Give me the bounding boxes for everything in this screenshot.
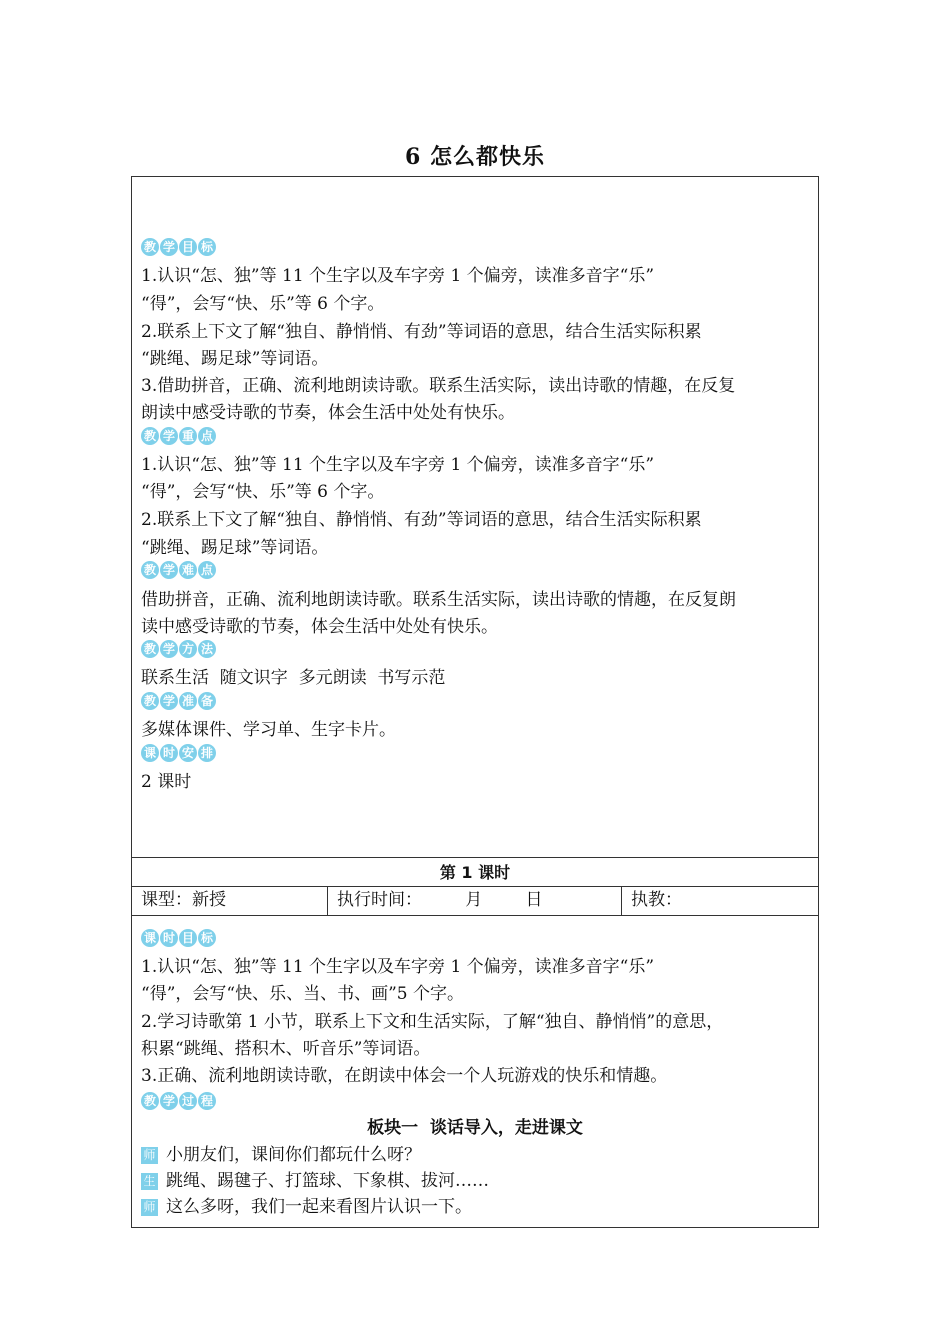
badge-char: 教 bbox=[141, 640, 159, 658]
badge-char: 准 bbox=[179, 692, 197, 710]
badge-char: 安 bbox=[179, 744, 197, 762]
badge-char: 标 bbox=[198, 929, 216, 947]
badge-char: 学 bbox=[160, 561, 178, 579]
badge-char: 过 bbox=[179, 1092, 197, 1110]
dialogue-text: 小朋友们，课间你们都玩什么呀？ bbox=[166, 1145, 421, 1165]
key-point-line: 1.认识“怎、独”等 11 个生字以及车字旁 1 个偏旁，读准多音字“乐” bbox=[141, 455, 655, 475]
execution-time: 执行时间： 月 日 bbox=[337, 890, 543, 910]
lesson-goal-line: “得”，会写“快、乐、当、书、画”5 个字。 bbox=[141, 984, 464, 1004]
difficulty-line: 读中感受诗歌的节奏，体会生活中处处有快乐。 bbox=[141, 617, 498, 637]
badge-char: 点 bbox=[198, 427, 216, 445]
lesson-goals-badge bbox=[141, 929, 216, 949]
badge-char: 时 bbox=[160, 744, 178, 762]
objective-line: “得”，会写“快、乐”等 6 个字。 bbox=[141, 294, 385, 314]
badge-char: 学 bbox=[160, 1092, 178, 1110]
badge-char: 教 bbox=[141, 561, 159, 579]
schedule-badge bbox=[141, 744, 216, 764]
objective-line: 1.认识“怎、独”等 11 个生字以及车字旁 1 个偏旁，读准多音字“乐” bbox=[141, 266, 655, 286]
badge-char: 重 bbox=[179, 427, 197, 445]
preparation-text: 多媒体课件、学习单、生字卡片。 bbox=[141, 720, 396, 740]
badge-char: 目 bbox=[179, 929, 197, 947]
badge-char: 程 bbox=[198, 1092, 216, 1110]
badge-char: 教 bbox=[141, 692, 159, 710]
objective-line: “跳绳、踢足球”等词语。 bbox=[141, 349, 329, 369]
badge-char: 课 bbox=[141, 929, 159, 947]
lesson-goal-line: 积累“跳绳、搭积木、听音乐”等词语。 bbox=[141, 1039, 431, 1059]
badge-char: 标 bbox=[198, 238, 216, 256]
preparation-badge bbox=[141, 692, 216, 712]
badge-char: 教 bbox=[141, 427, 159, 445]
objective-line: 2.联系上下文了解“独自、静悄悄、有劲”等词语的意思，结合生活实际积累 bbox=[141, 322, 702, 342]
student-role-tag: 生 bbox=[141, 1173, 158, 1190]
row-divider bbox=[132, 857, 818, 858]
badge-char: 目 bbox=[179, 238, 197, 256]
objective-line: 3.借助拼音，正确、流利地朗读诗歌。联系生活实际，读出诗歌的情趣，在反复 bbox=[141, 376, 736, 396]
dialogue-line bbox=[141, 1194, 472, 1220]
process-badge bbox=[141, 1092, 216, 1112]
teacher-role-tag: 师 bbox=[141, 1199, 158, 1216]
badge-char: 学 bbox=[160, 640, 178, 658]
cell-divider bbox=[327, 886, 328, 915]
key-points-badge bbox=[141, 427, 216, 447]
methods-text: 联系生活 随文识字 多元朗读 书写示范 bbox=[141, 668, 446, 688]
badge-char: 学 bbox=[160, 692, 178, 710]
badge-char: 点 bbox=[198, 561, 216, 579]
badge-char: 备 bbox=[198, 692, 216, 710]
key-point-line: 2.联系上下文了解“独自、静悄悄、有劲”等词语的意思，结合生活实际积累 bbox=[141, 510, 702, 530]
badge-char: 方 bbox=[179, 640, 197, 658]
lesson-goal-line: 1.认识“怎、独”等 11 个生字以及车字旁 1 个偏旁，读准多音字“乐” bbox=[141, 957, 655, 977]
badge-char: 时 bbox=[160, 929, 178, 947]
key-point-line: “跳绳、踢足球”等词语。 bbox=[141, 538, 329, 558]
difficulties-badge bbox=[141, 561, 216, 581]
lesson-type: 课型：新授 bbox=[141, 890, 226, 910]
schedule-text: 2 课时 bbox=[141, 772, 192, 792]
page-title: 6 怎么都快乐 bbox=[405, 144, 545, 170]
badge-char: 课 bbox=[141, 744, 159, 762]
badge-char: 教 bbox=[141, 1092, 159, 1110]
lesson-goal-line: 2.学习诗歌第 1 小节，联系上下文和生活实际，了解“独自、静悄悄”的意思， bbox=[141, 1012, 724, 1032]
teacher-role-tag: 师 bbox=[141, 1147, 158, 1164]
dialogue-line bbox=[141, 1168, 489, 1194]
badge-char: 学 bbox=[160, 238, 178, 256]
lesson-heading: 第 1 课时 bbox=[439, 863, 511, 882]
lesson-plan-table bbox=[131, 176, 819, 1228]
badge-char: 学 bbox=[160, 427, 178, 445]
badge-char: 教 bbox=[141, 238, 159, 256]
difficulty-line: 借助拼音，正确、流利地朗读诗歌。联系生活实际，读出诗歌的情趣，在反复朗 bbox=[141, 590, 736, 610]
methods-badge bbox=[141, 640, 216, 660]
objective-line: 朗读中感受诗歌的节奏，体会生活中处处有快乐。 bbox=[141, 403, 515, 423]
cell-divider bbox=[621, 886, 622, 915]
row-divider bbox=[132, 915, 818, 916]
badge-char: 法 bbox=[198, 640, 216, 658]
badge-char: 难 bbox=[179, 561, 197, 579]
key-point-line: “得”，会写“快、乐”等 6 个字。 bbox=[141, 482, 385, 502]
badge-char: 排 bbox=[198, 744, 216, 762]
dialogue-text: 这么多呀，我们一起来看图片认识一下。 bbox=[166, 1197, 472, 1217]
block-title: 板块一 谈话导入，走进课文 bbox=[367, 1118, 583, 1138]
lesson-goal-line: 3.正确、流利地朗读诗歌，在朗读中体会一个人玩游戏的快乐和情趣。 bbox=[141, 1066, 668, 1086]
dialogue-text: 跳绳、踢毽子、打篮球、下象棋、拔河…… bbox=[166, 1171, 489, 1191]
dialogue-line bbox=[141, 1142, 421, 1168]
objectives-badge bbox=[141, 238, 216, 258]
teacher-field: 执教： bbox=[631, 890, 682, 910]
